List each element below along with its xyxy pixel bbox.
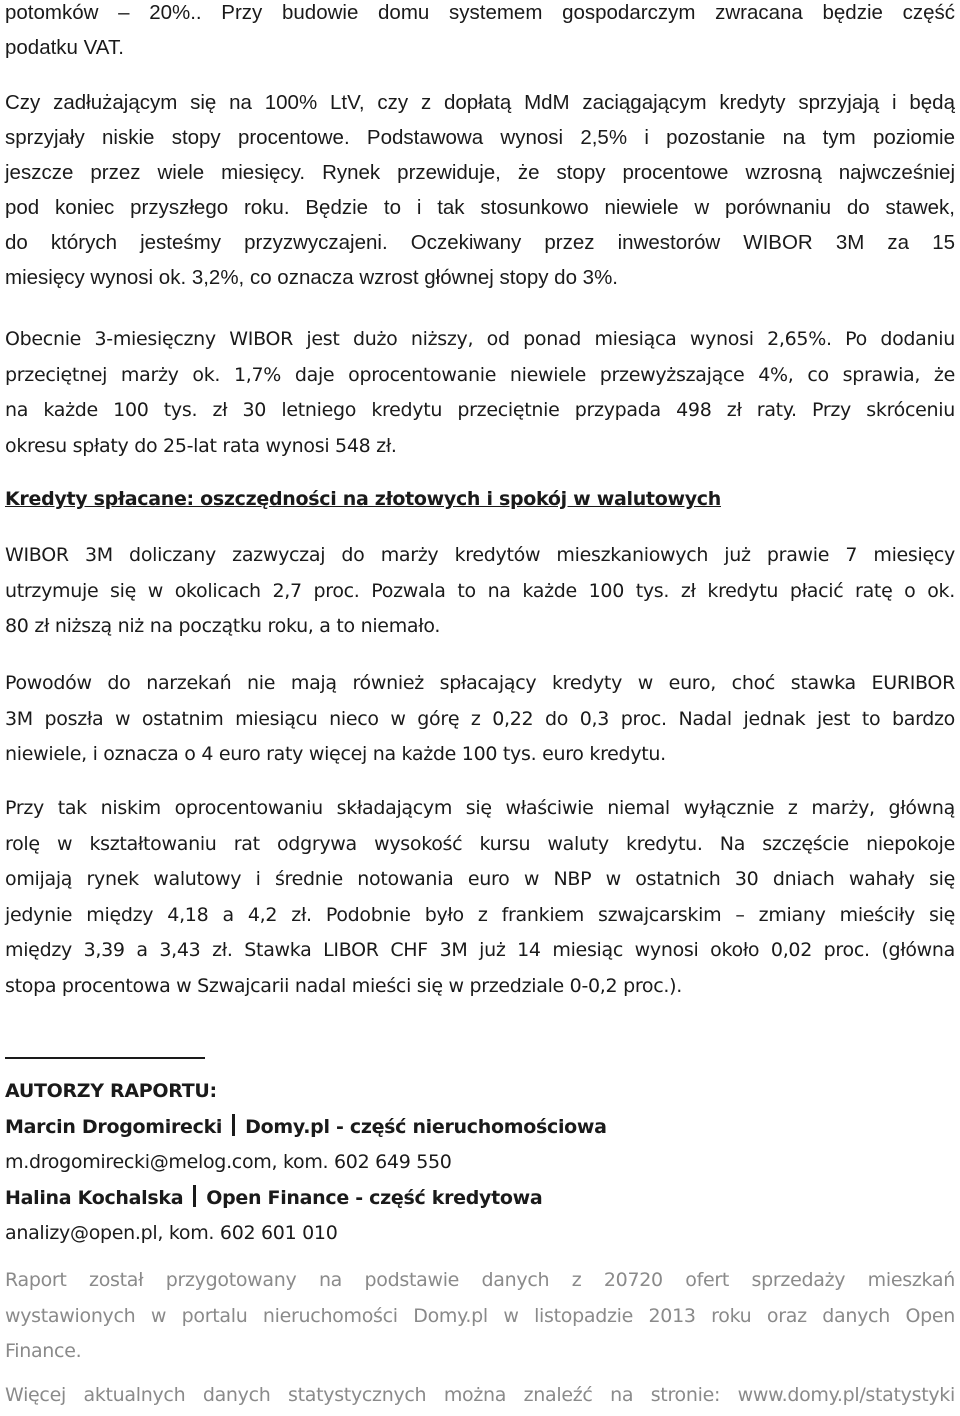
text-line: podatku VAT. [5,36,124,59]
text-line: jedynie między 4,18 a 4,2 zł. Podobnie było z frankiem szwajcarskim – zmiany mieściły się [5,903,955,926]
text-line: wystawionych w portalu nieruchomości Domy.pl w listopadzie 2013 roku oraz danych Open [5,1304,955,1327]
author-1-org: Domy.pl - część nieruchomościowa [245,1115,607,1138]
text-line: 3M poszła w ostatnim miesiącu nieco w górę z 0,22 do 0,3 proc. Nadal jednak jest to bardzo [5,707,955,730]
authors-section [5,1074,955,1252]
paragraph-euribor [5,666,955,773]
author-1-name: Marcin Drogomirecki [5,1115,223,1138]
footnote-link [5,1378,955,1414]
author-2-org: Open Finance - część kredytowa [206,1186,543,1209]
text-line: stopa procentowa w Szwajcarii nadal mieści się w przedziale 0-0,2 proc.). [5,974,682,997]
text-line: Czy zadłużającym się na 100% LtV, czy z dopłatą MdM zaciągającym kredyty sprzyjają i będą [5,91,955,114]
text-line: utrzymuje się w okolicach 2,7 proc. Pozwala to na każde 100 tys. zł kredytu płacić ratę o ok. [5,579,955,602]
text-line: niewiele, i oznacza o 4 euro raty więcej na każde 100 tys. euro kredytu. [5,743,666,765]
author-2-contact: analizy@open.pl, kom. 602 601 010 [5,1222,338,1244]
heading-text: Kredyty spłacane: oszczędności na złotowych i spokój w walutowych [5,488,721,510]
vertical-separator [232,1114,235,1136]
text-line: Więcej aktualnych danych statystycznych można znaleźć na stronie: www.domy.pl/statystyki [5,1384,955,1406]
text-line: pod koniec przyszłego roku. Będzie to i tak stosunkowo niewiele w porównaniu do stawek, [5,196,955,219]
vertical-separator [193,1185,196,1207]
text-line: sprzyjały niskie stopy procentowe. Podstawowa wynosi 2,5% i pozostanie na tym poziomie [5,126,955,149]
paragraph-wibor [5,322,955,464]
paragraph-vat [5,0,955,65]
author-2-line [5,1181,955,1217]
text-line: potomków – 20%.. Przy budowie domu systemem gospodarczym zwracana będzie część [5,1,955,24]
text-line: okresu spłaty do 25-lat rata wynosi 548 zł. [5,434,397,457]
footnote-source [5,1263,955,1370]
author-2-name: Halina Kochalska [5,1186,184,1209]
text-line: rolę w kształtowaniu rat odgrywa wysokość kursu waluty kredytu. Na szczęście niepokoje [5,832,955,855]
text-line: WIBOR 3M doliczany zazwyczaj do marży kredytów mieszkaniowych już prawie 7 miesięcy [5,544,955,566]
paragraph-wibor-3m [5,538,955,645]
text-line: Finance. [5,1340,82,1362]
text-line: do których jesteśmy przyzwyczajeni. Oczekiwany przez inwestorów WIBOR 3M za 15 [5,231,955,254]
section-heading [5,482,955,518]
text-line: Powodów do narzekań nie mają również spłacający kredyty w euro, choć stawka EURIBOR [5,672,955,694]
text-line: Obecnie 3-miesięczny WIBOR jest dużo niższy, od ponad miesiąca wynosi 2,65%. Po dodaniu [5,328,955,350]
text-line: Przy tak niskim oprocentowaniu składającym się właściwie niemal wyłącznie z marży, główną [5,797,955,819]
text-line: między 3,39 a 3,43 zł. Stawka LIBOR CHF 3M już 14 miesiąc wynosi około 0,02 proc. (główna [5,939,955,961]
paragraph-currency [5,791,955,1004]
text-line: przeciętnej marży ok. 1,7% daje oprocentowanie niewiele przewyższające 4%, co sprawia, że [5,363,955,386]
text-line: 80 zł niższą niż na początku roku, a to niemało. [5,615,441,637]
author-1-contact: m.drogomirecki@melog.com, kom. 602 649 550 [5,1151,452,1173]
authors-heading: AUTORZY RAPORTU: [5,1080,217,1102]
text-line: na każde 100 tys. zł 30 letniego kredytu przeciętnie przypada 498 zł raty. Przy skróceniu [5,399,955,421]
text-line: miesięcy wynosi ok. 3,2%, co oznacza wzrost głównej stopy do 3%. [5,266,618,289]
text-line: jeszcze przez wiele miesięcy. Rynek przewiduje, że stopy procentowe wzrosną najwcześniej [5,161,955,184]
author-1-line [5,1110,955,1146]
text-line: Raport został przygotowany na podstawie danych z 20720 ofert sprzedaży mieszkań [5,1269,955,1291]
paragraph-interest-rates [5,85,955,295]
text-line: omijają rynek walutowy i średnie notowania euro w NBP w ostatnich 30 dniach wahały się [5,868,955,890]
separator-line [5,1057,205,1059]
